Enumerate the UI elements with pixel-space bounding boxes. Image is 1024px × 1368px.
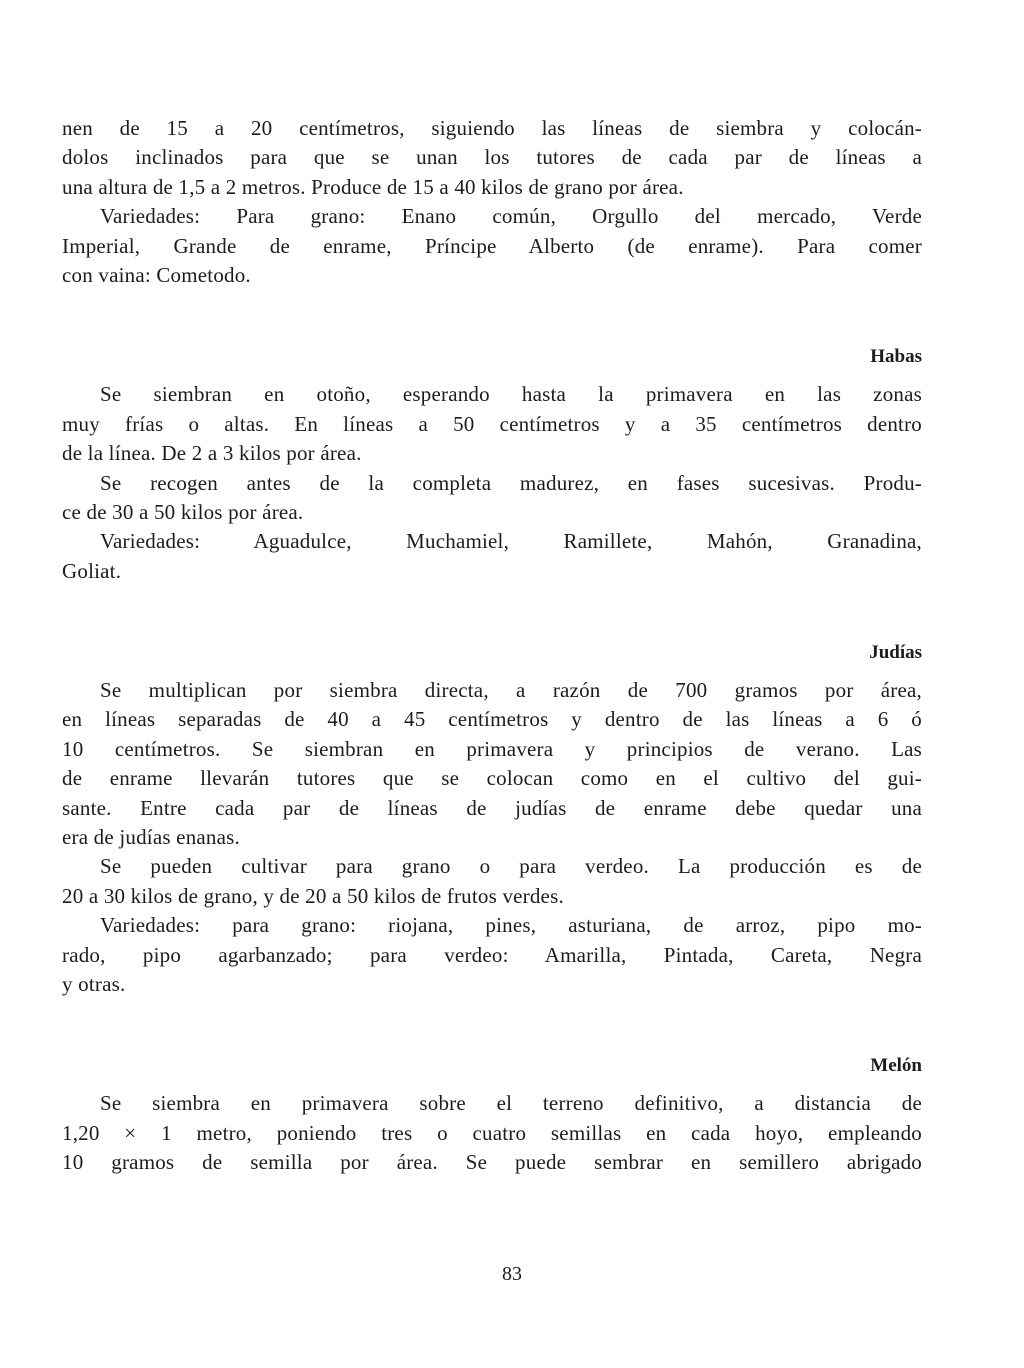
text-line: de la línea. De 2 a 3 kilos por área. <box>62 441 362 466</box>
paragraph <box>62 852 922 911</box>
text-line: dolos inclinados para que se unan los tutores de cada par de líneas a <box>62 145 922 170</box>
section-heading-judias: Judías <box>869 642 922 664</box>
text-line: 1,20 × 1 metro, poniendo tres o cuatro semillas en cada hoyo, empleando <box>62 1120 922 1145</box>
section-heading-habas: Habas <box>870 346 922 368</box>
text-line: Se recogen antes de la completa madurez, en fases sucesivas. Produ- <box>100 470 922 495</box>
text-line: Variedades: Para grano: Enano común, Orgullo del mercado, Verde <box>100 204 922 229</box>
page-body <box>62 114 922 1178</box>
text-line: Se siembran en otoño, esperando hasta la primavera en las zonas <box>100 382 922 407</box>
page-number: 83 <box>502 1263 522 1285</box>
text-line: Se pueden cultivar para grano o para verdeo. La producción es de <box>100 854 922 879</box>
text-line: Se multiplican por siembra directa, a razón de 700 gramos por área, <box>100 678 922 703</box>
text-line: rado, pipo agarbanzado; para verdeo: Amarilla, Pintada, Careta, Negra <box>62 942 922 967</box>
text-line: Variedades: Aguadulce, Muchamiel, Ramillete, Mahón, Granadina, <box>100 529 922 554</box>
paragraph <box>62 911 922 999</box>
text-line: muy frías o altas. En líneas a 50 centímetros y a 35 centímetros dentro <box>62 411 922 436</box>
paragraph <box>62 469 922 528</box>
text-line: nen de 15 a 20 centímetros, siguiendo las líneas de siembra y colocán- <box>62 116 922 140</box>
paragraph <box>62 114 922 202</box>
text-line: 10 gramos de semilla por área. Se puede sembrar en semillero abrigado <box>62 1150 922 1175</box>
paragraph <box>62 1089 922 1177</box>
text-line: con vaina: Cometodo. <box>62 262 251 287</box>
text-line: Se siembra en primavera sobre el terreno definitivo, a distancia de <box>100 1091 922 1116</box>
text-line: Imperial, Grande de enrame, Príncipe Alberto (de enrame). Para comer <box>62 233 922 258</box>
text-line: Goliat. <box>62 558 122 583</box>
text-line: era de judías enanas. <box>62 825 240 850</box>
text-line: Variedades: para grano: riojana, pines, asturiana, de arroz, pipo mo- <box>100 913 922 938</box>
text-line: 10 centímetros. Se siembran en primavera y principios de verano. Las <box>62 736 922 761</box>
text-line: y otras. <box>62 971 126 996</box>
text-line: sante. Entre cada par de líneas de judías de enrame debe quedar una <box>62 795 922 820</box>
paragraph <box>62 202 922 290</box>
text-line: ce de 30 a 50 kilos por área. <box>62 499 304 524</box>
paragraph <box>62 380 922 468</box>
text-line: 20 a 30 kilos de grano, y de 20 a 50 kilos de frutos verdes. <box>62 883 564 908</box>
section-heading-melon: Melón <box>870 1055 922 1077</box>
paragraph <box>62 527 922 586</box>
text-line: una altura de 1,5 a 2 metros. Produce de 15 a 40 kilos de grano por área. <box>62 174 684 199</box>
text-line: de enrame llevarán tutores que se colocan como en el cultivo del gui- <box>62 766 922 791</box>
text-line: en líneas separadas de 40 a 45 centímetros y dentro de las líneas a 6 ó <box>62 707 922 732</box>
paragraph <box>62 676 922 852</box>
